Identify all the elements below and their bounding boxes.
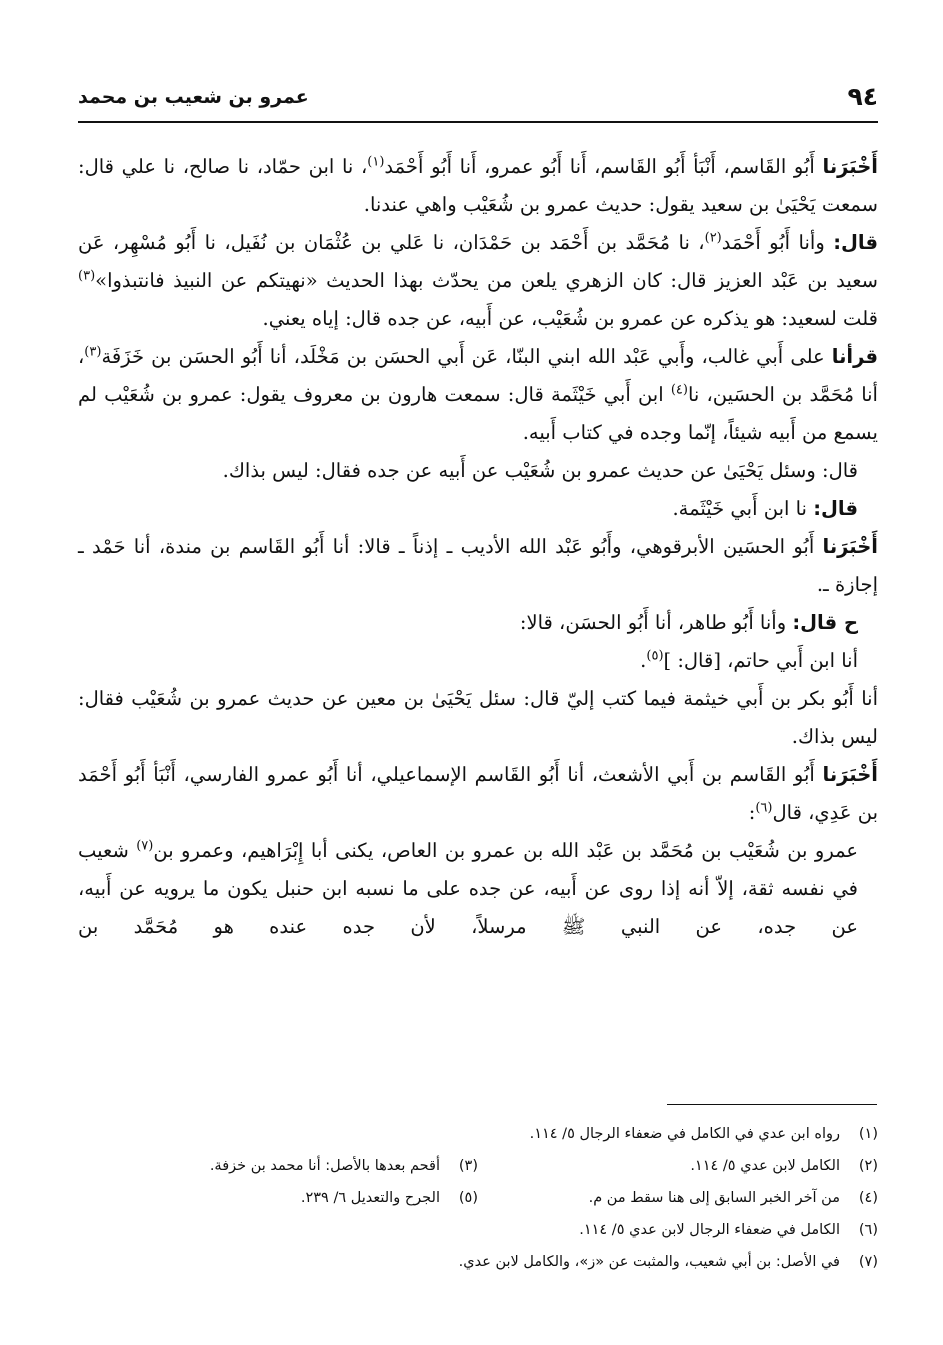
footnote-reference: (٦) <box>755 800 773 816</box>
paragraph-text: قال: وسئل يَحْيَىٰ عن حديث عمرو بن شُعَيْب عن أَبيه عن جده فقال: ليس بذاك. <box>222 459 858 482</box>
paragraph <box>78 680 878 756</box>
paragraph-lead-word: أَخْبَرَنا <box>822 763 878 786</box>
footnote <box>78 1150 478 1182</box>
footnote <box>78 1214 878 1246</box>
paragraph-text: على أَبي غالب، وأَبي عَبْد الله ابني البنّا، عَن أَبي الحسَن بن مَخْلَد، أنا أَبُو الحسَن بن خَزَفَة <box>101 345 832 368</box>
footnote-reference: (٢) <box>704 230 722 246</box>
paragraph-text: : <box>748 801 756 824</box>
paragraph-lead-word: قال: <box>833 231 878 254</box>
footnote-text: من آخر الخبر السابق إلى هنا سقط من م. <box>588 1190 840 1206</box>
header-rule <box>78 121 878 123</box>
footnote-rule <box>667 1104 877 1105</box>
footnote-reference: (٤) <box>670 382 688 398</box>
footnote-text: الجرح والتعديل ٦/ ٢٣٩. <box>300 1190 440 1206</box>
paragraph <box>78 528 878 604</box>
paragraph <box>78 338 878 452</box>
footnote-text: الكامل في ضعفاء الرجال لابن عدي ٥/ ١١٤. <box>579 1222 840 1238</box>
footnote-number: (٤) <box>858 1190 878 1206</box>
footnote-row <box>78 1118 878 1150</box>
paragraph <box>78 642 878 680</box>
paragraph-lead-word: ح قال: <box>792 611 858 634</box>
paragraph-text: ابن أَبي خَيْثَمة قال: سمعت هارون بن معروف يقول: عمرو بن شُعَيْب لم يسمع من أَبيه شيئاً، إنّما وجده في كتاب أَبيه. <box>78 383 878 444</box>
footnote-row <box>78 1182 878 1214</box>
paragraph-text: وأنا أَبُو طاهر، أنا أَبُو الحسَن، قالا: <box>519 611 793 634</box>
footnote-number: (١) <box>858 1126 878 1142</box>
footnote <box>78 1182 478 1214</box>
footnote-text: رواه ابن عدي في الكامل في ضعفاء الرجال ٥/ ١١٤. <box>529 1126 840 1142</box>
footnote-reference: (٧) <box>136 838 154 854</box>
running-title: عمرو بن شعيب بن محمد <box>78 86 309 108</box>
footnote <box>78 1246 878 1278</box>
footnote-text: أقحم بعدها بالأصل: أنا محمد بن خزفة. <box>209 1158 440 1174</box>
paragraph-text: ، نا مُحَمَّد بن أَحْمَد بن حَمْدَان، نا عَلي بن عُثْمَان بن نُفَيل، نا أَبُو مُسْهِر، عَن سعيد بن عَبْد العزيز قال: كان الزهري يلعن من يحدّث بهذا الحديث «نهيتكم عن النبيذ فانتبذوا» <box>78 231 878 292</box>
page-number: ٩٤ <box>847 82 878 111</box>
paragraph-text: قلت لسعيد: هو يذكره عن عمرو بن شُعَيْب، عن أَبيه، عن جده قال: إياه يعني. <box>262 307 878 330</box>
footnote-number: (٣) <box>458 1158 478 1174</box>
footnote <box>78 1118 878 1150</box>
footnote-number: (٢) <box>858 1158 878 1174</box>
paragraph-lead-word: أَخْبَرَنا <box>822 535 878 558</box>
paragraph <box>78 452 878 490</box>
footnote-text: الكامل لابن عدي ٥/ ١١٤. <box>690 1158 840 1174</box>
footnote-reference: (٥) <box>646 648 664 664</box>
paragraph <box>78 224 878 338</box>
page-header <box>78 80 878 114</box>
paragraph-text: وأنا أَبُو أَحْمَد <box>721 231 834 254</box>
footnote-text: في الأصل: بن أبي شعيب، والمثبت عن «ز»، والكامل لابن عدي. <box>458 1254 840 1270</box>
paragraph-lead-word: أَخْبَرَنا <box>822 155 878 178</box>
paragraph <box>78 490 878 528</box>
paragraph-text: عمرو بن شُعَيْب بن مُحَمَّد بن عَبْد الله بن عمرو بن العاص، يكنى أبا إِبْرَاهيم، وعمرو بن <box>153 839 858 862</box>
footnote-row <box>78 1246 878 1278</box>
footnote-reference: (٣) <box>78 268 96 284</box>
paragraph-text: أَبُو القَاسم، أَنْبَأ أَبُو القَاسم، أَنا أَبُو عمرو، أَنا أَبُو أَحْمَد <box>384 155 823 178</box>
paragraph-text: أنا ابن أَبي حاتم، [قال: ] <box>663 649 858 672</box>
paragraph <box>78 148 878 224</box>
footnote-reference: (١) <box>367 154 385 170</box>
paragraph-lead-word: قرأنا <box>831 345 878 368</box>
footnote-number: (٧) <box>858 1254 878 1270</box>
footnotes <box>78 1118 878 1278</box>
footnote-number: (٥) <box>458 1190 478 1206</box>
paragraph-text: ، أنا مُحَمَّد بن الحسَين، نا <box>78 345 878 406</box>
main-text <box>78 148 878 946</box>
paragraph-text: أَبُو الحسَين الأبرقوهي، وأَبُو عَبْد الله الأديب ـ إذناً ـ قالا: أنا أَبُو القَاسم بن مندة، أنا حَمْد ـ إجازة ـ. <box>78 535 878 596</box>
paragraph <box>78 832 878 946</box>
footnote-reference: (٣) <box>84 344 102 360</box>
footnote-number: (٦) <box>858 1222 878 1238</box>
paragraph-text: شعيب في نفسه ثقة، إلاّ أنه إذا روى عن أَبيه، عن جده على ما نسبه ابن حنبل يكون ما يرويه عن أَبيه، عن جده، عن النبي ﷺ مرسلاً، لأن جده عنده هو مُحَمَّد بن <box>78 839 858 938</box>
paragraph-text: . <box>640 649 647 672</box>
footnote-row <box>78 1150 878 1182</box>
footnote-row <box>78 1214 878 1246</box>
paragraph <box>78 604 878 642</box>
paragraph-text: أَبُو القَاسم بن أَبي الأشعث، أنا أَبُو القَاسم الإسماعيلي، أنا أَبُو عمرو الفارسي، أَنْبَأ أَبُو أَحْمَد بن عَدِي، قال <box>78 763 878 824</box>
paragraph-text: نا ابن أَبي خَيْثَمة. <box>672 497 814 520</box>
footnote <box>478 1182 878 1214</box>
paragraph-text: أنا أَبُو بكر بن أَبي خيثمة فيما كتب إليّ قال: سئل يَحْيَىٰ بن معين عن حديث عمرو بن شُعَيْب فقال: ليس بذاك. <box>78 687 878 748</box>
paragraph-text: ، نا ابن حمّاد، نا صالح، نا علي قال: سمعت يَحْيَىٰ بن سعيد يقول: حديث عمرو بن شُعَيْب واهي عندنا. <box>78 155 878 216</box>
paragraph <box>78 756 878 832</box>
footnote <box>478 1150 878 1182</box>
paragraph-lead-word: قال: <box>813 497 858 520</box>
